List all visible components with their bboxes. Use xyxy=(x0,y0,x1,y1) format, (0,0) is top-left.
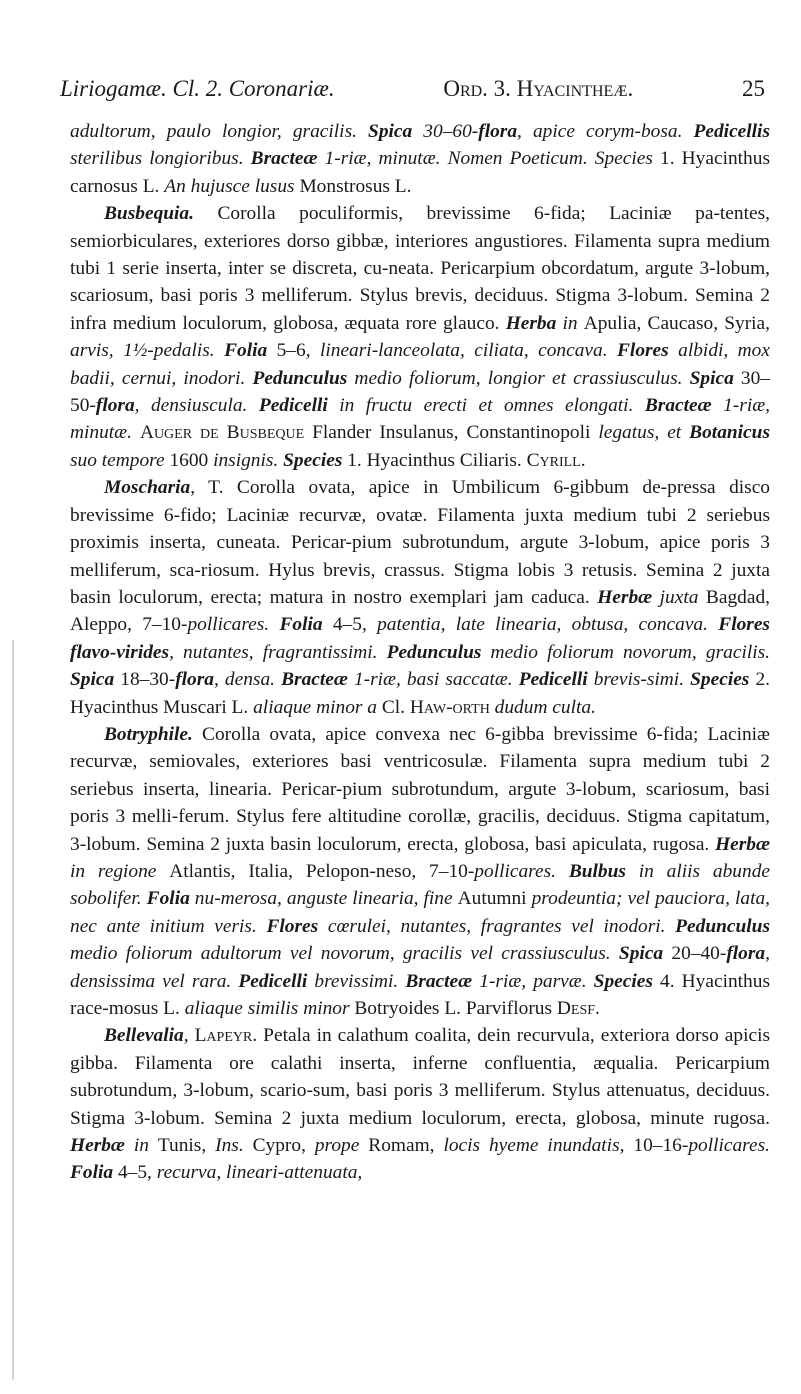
page-body xyxy=(70,118,770,1187)
text-run: prodeuntia; vel pauciora, lata, nec ante initium veris. xyxy=(70,888,771,937)
text-run: pollicares. xyxy=(688,1135,771,1157)
text-run: pollicares. xyxy=(187,614,280,636)
text-run: 18–30- xyxy=(114,669,176,691)
text-run: , xyxy=(183,1025,195,1047)
text-run: aliaque minor a xyxy=(253,696,382,718)
text-run: Bracteæ xyxy=(250,148,318,170)
text-run: Pedicellis xyxy=(693,121,770,142)
text-run: 1-riæ, minutæ. xyxy=(70,395,770,444)
text-run: juxta xyxy=(652,586,706,608)
text-run: Bracteæ xyxy=(405,970,473,992)
text-run: Herbæ xyxy=(70,1135,125,1157)
text-run: Spica xyxy=(689,367,734,389)
text-run: , densiuscula. xyxy=(134,395,259,417)
text-run: Flander Insulanus, Constantinopoli xyxy=(304,422,599,444)
text-run: flora xyxy=(726,943,766,965)
paragraph xyxy=(70,118,770,200)
text-run: Botryoides L. Parviflorus xyxy=(354,998,557,1019)
text-run: Moscharia xyxy=(104,477,191,499)
header-order: Ord. 3. Hyacintheæ. xyxy=(443,76,634,101)
text-run: flora xyxy=(95,395,135,417)
text-run: 1-riæ, minutæ. Nomen Poeticum. Species xyxy=(317,148,661,170)
text-run: Pedunculus xyxy=(386,641,482,663)
text-run: Tunis, xyxy=(157,1135,216,1157)
text-run: Corolla ovata, apice convexa nec 6-gibba brevissime 6-fida; Laciniæ recurvæ, semiovales, exteriores basi ventricosulæ. Filamenta supra medium tubi 2 seriebus inserta, linearia. Pericar-pium subrotundum, argute 3-lobum, scariosum, basi poris 3 melli-ferum. Stylus fere altitudine corollæ, gracilis, deciduus. Stigma capitatum, 3-lobum. Semina 2 juxta basin loculorum, erecta, globosa, basi apiculata, rugosa. xyxy=(70,723,770,855)
text-run: 10–16- xyxy=(633,1135,689,1157)
paragraph xyxy=(70,200,770,474)
text-run: 2. Hyacinthus Muscari L. xyxy=(70,669,770,718)
text-run: Bracteæ xyxy=(644,395,712,417)
text-run: Bellevalia xyxy=(104,1025,184,1047)
text-run: Flores xyxy=(617,340,669,362)
text-run: 1-riæ, basi saccatæ. xyxy=(347,669,519,691)
text-run: Apulia, Caucaso, Syria, xyxy=(583,312,770,334)
text-run: prope xyxy=(314,1135,369,1157)
text-run: in xyxy=(124,1135,158,1157)
text-run: albidi, mox badii, cernui, inodori. xyxy=(70,340,770,389)
text-run: Herbæ xyxy=(597,586,653,608)
text-run: Pedunculus xyxy=(675,915,770,937)
text-run: brevis-simi. xyxy=(587,669,691,691)
text-run: Bulbus xyxy=(568,860,626,882)
text-run: Lapeyr. xyxy=(194,1025,258,1047)
text-run: Folia xyxy=(224,340,268,362)
text-run: Spica xyxy=(368,121,413,142)
text-run: Flores flavo-virides xyxy=(70,614,770,663)
text-run: Spica xyxy=(618,943,664,965)
text-run: 4–5, xyxy=(113,1162,157,1184)
text-run: 1. Hyacinthus carnosus L. xyxy=(70,148,770,197)
text-run: in xyxy=(556,312,584,334)
text-run: Auger de Busbeque xyxy=(139,422,305,444)
text-run: Ins. xyxy=(215,1135,253,1157)
text-run: Desf. xyxy=(556,998,600,1019)
text-run: Cl. xyxy=(381,696,410,718)
text-run: brevissimi. xyxy=(307,970,406,992)
text-run: 5–6, xyxy=(267,340,320,362)
text-run: Cypro, xyxy=(252,1135,315,1157)
text-run: dudum culta. xyxy=(489,696,596,718)
text-run: 20–40- xyxy=(663,943,727,965)
text-run: pollicares. xyxy=(474,860,569,882)
text-run: Flores xyxy=(266,915,319,937)
text-run: lineari-lanceolata, ciliata, concava. xyxy=(319,340,617,362)
text-run: Corolla poculiformis, brevissime 6-fida; Laciniæ pa-tentes, semiorbiculares, exteriores dorso gibbæ, interiores angustiores. Filamenta supra medium tubi 1 serie inserta, inter se discreta, cu-neata. Pericarpium obcordatum, argute 3-lobum, scariosum, basi poris 3 melliferum. Stylus brevis, deciduus. Stigma 3-lobum. Semina 2 infra medium loculorum, globosa, æquata rore glauco. xyxy=(70,203,770,334)
text-run: Species xyxy=(593,970,653,992)
text-run: Botryphile. xyxy=(104,723,193,745)
paragraph xyxy=(70,474,770,721)
text-run: insignis. xyxy=(213,449,284,471)
text-run: Cyrill. xyxy=(526,449,586,471)
text-run: suo tempore xyxy=(70,449,170,471)
text-run: recurva, lineari-attenuata, xyxy=(156,1162,363,1184)
text-run: An hujusce lusus xyxy=(164,175,300,197)
text-run: Spica xyxy=(70,669,115,691)
text-run: Monstrosus L. xyxy=(299,175,412,197)
text-run: Folia xyxy=(146,888,190,910)
text-run: Pedunculus xyxy=(252,367,348,389)
text-run: flora xyxy=(175,669,214,691)
text-run: Species xyxy=(283,449,343,471)
text-run: 1-riæ, parvæ. xyxy=(472,970,594,992)
text-run: locis hyeme inundatis, xyxy=(443,1135,634,1157)
text-run: Pedicelli xyxy=(258,395,328,417)
text-run: Herbæ xyxy=(715,833,770,855)
paragraph xyxy=(70,721,770,1022)
text-run: Romam, xyxy=(368,1135,444,1157)
text-run: Bagdad, Aleppo, 7–10- xyxy=(70,586,771,636)
text-run: in fructu erecti et omnes elongati. xyxy=(327,395,645,417)
text-run: Petala in calathum coalita, dein recurvula, exteriora dorso apicis gibba. Filamenta ore calathi inserta, inferne confluentia, æqualia. Pericarpium subrotundum, 3-lobum, scario-sum, basi poris 3 melliferum. Stylus attenuatus, deciduus. Stigma 3-lobum. Semina 2 juxta medium loculorum, erecta, globosa, minute rugosa. xyxy=(70,1025,771,1129)
text-run: Folia xyxy=(279,614,323,636)
text-run: flora xyxy=(478,121,518,142)
text-run: Folia xyxy=(70,1162,114,1184)
text-run: 30–60- xyxy=(412,121,479,142)
text-run: Pedicelli xyxy=(238,970,308,992)
text-run: , T. Corolla ovata, apice in Umbilicum 6-gibbum de-pressa disco brevissime 6-fido; Laciniæ recurvæ, ovatæ. Filamenta juxta medium tubi 2 seriebus proximis inserta, cuneata. Pericar-pium subrotundum, argute 3-lobum, apice poris 3 melliferum, sca-riosum. Hylus brevis, crassus. Stigma lobis 3 retusis. Semina 2 juxta basin loculorum, erecta; matura in nostro exemplari jam caduca. xyxy=(70,477,770,608)
text-run: Busbequia. xyxy=(104,203,194,225)
text-run: , densa. xyxy=(214,669,282,691)
text-run: medio foliorum, longior et crassiusculus. xyxy=(347,367,690,389)
text-run: Botanicus xyxy=(689,422,770,444)
text-run: medio foliorum novorum, gracilis. xyxy=(481,641,770,663)
text-run: 1600 xyxy=(169,449,214,471)
paragraph xyxy=(70,1022,770,1186)
text-run: 4. Hyacinthus race-mosus L. xyxy=(70,970,770,1019)
text-run: 4–5, xyxy=(322,614,378,636)
text-run: , densissima vel rara. xyxy=(70,943,770,992)
text-run: in aliis abunde sobolifer. xyxy=(70,860,770,910)
text-run: legatus, et xyxy=(598,422,690,444)
running-header xyxy=(60,76,765,102)
text-run: 30–50- xyxy=(70,367,771,417)
text-run: Pedicelli xyxy=(518,669,588,691)
text-run: medio foliorum adultorum vel novorum, gracilis vel crassiusculus. xyxy=(70,943,619,965)
text-run: 1. Hyacinthus Ciliaris. xyxy=(342,449,527,471)
page-number: 25 xyxy=(742,76,765,101)
text-run: Species xyxy=(690,669,750,691)
text-run: nu-merosa, anguste linearia, fine xyxy=(189,888,458,910)
text-run: cœrulei, nutantes, fragrantes vel inodori. xyxy=(318,915,676,937)
text-run: , apice corym-bosa. xyxy=(517,121,694,142)
header-title: Liriogamæ. Cl. 2. Coronariæ. xyxy=(60,76,335,101)
text-run: adultorum, paulo longior, gracilis. xyxy=(70,121,369,142)
text-run: sterilibus longioribus. xyxy=(70,148,251,170)
text-run: in regione xyxy=(70,860,170,882)
text-run: Atlantis, Italia, Pelopon-neso, 7–10- xyxy=(169,860,475,882)
scan-margin-shadow xyxy=(12,640,14,1380)
text-run: , nutantes, fragrantissimi. xyxy=(169,641,387,663)
text-run: Bracteæ xyxy=(281,669,348,691)
text-run: aliaque similis minor xyxy=(184,998,355,1019)
text-run: arvis, 1½-pedalis. xyxy=(70,340,225,362)
text-run: Herba xyxy=(505,312,557,334)
text-run: Autumni xyxy=(457,888,532,910)
text-run: Haw-orth xyxy=(409,696,490,718)
text-run: patentia, late linearia, obtusa, concava. xyxy=(377,614,719,636)
